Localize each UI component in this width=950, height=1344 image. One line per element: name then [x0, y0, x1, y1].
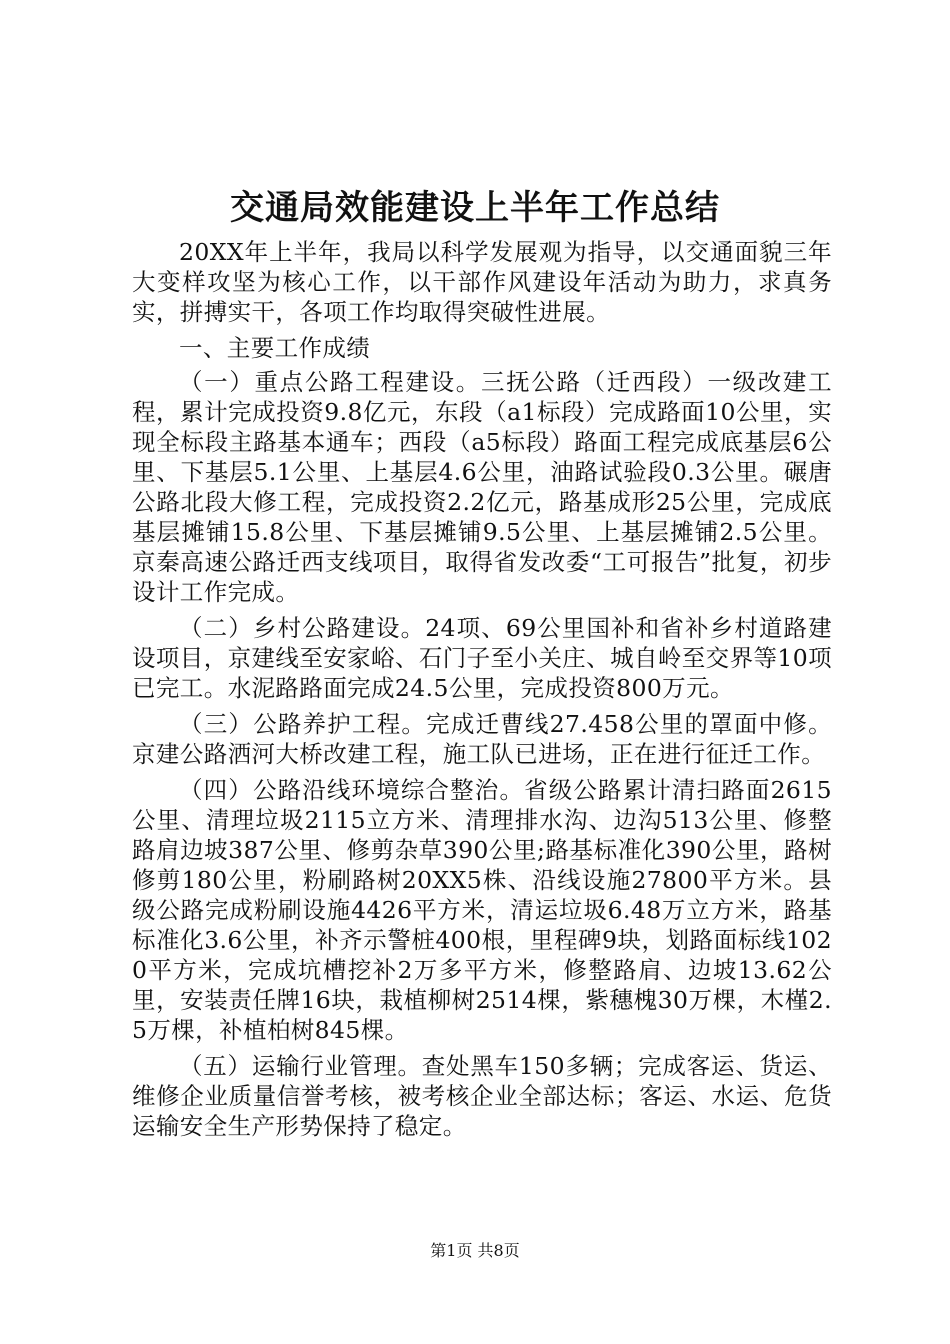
- intro-paragraph: 20XX年上半年，我局以科学发展观为指导，以交通面貌三年大变样攻坚为核心工作，以干部作风建设年活动为助力，求真务实，拼搏实干，各项工作均取得突破性进展。: [132, 238, 832, 326]
- paragraph-key-roads: （一）重点公路工程建设。三抚公路（迁西段）一级改建工程，累计完成投资9.8亿元，东段（a1标段）完成路面10公里，实现全标段主路基本通车；西段（a5标段）路面工程完成底基层6公里、下基层5.1公里、上基层4.6公里，油路试验段0.3公里。碾唐公路北段大修工程，完成投资2.2亿元，路基成形25公里，完成底基层摊铺15.8公里、下基层摊铺9.5公里、上基层摊铺2.5公里。京秦高速公路迁西支线项目，取得省发改委“工可报告”批复，初步设计工作完成。: [132, 368, 832, 606]
- paragraph-transport-management: （五）运输行业管理。查处黑车150多辆；完成客运、货运、维修企业质量信誉考核，被考核企业全部达标；客运、水运、危货运输安全生产形势保持了稳定。: [132, 1052, 832, 1140]
- section-heading: 一、主要工作成绩: [179, 334, 371, 362]
- paragraph-rural-roads: （二）乡村公路建设。24项、69公里国补和省补乡村道路建设项目，京建线至安家峪、石门子至小关庄、城自岭至交界等10项已完工。水泥路路面完成24.5公里，完成投资800万元。: [132, 614, 832, 702]
- document-body: [132, 237, 832, 1147]
- document-title: 交通局效能建设上半年工作总结: [230, 188, 720, 228]
- page-footer: 第1页 共8页: [430, 1241, 520, 1260]
- paragraph-environment: （四）公路沿线环境综合整治。省级公路累计清扫路面2615公里、清理垃圾2115立方米、清理排水沟、边沟513公里、修整路肩边坡387公里、修剪杂草390公里;路基标准化390公里，路树修剪180公里，粉刷路树20XX5株、沿线设施27800平方米。县级公路完成粉刷设施4426平方米，清运垃圾6.48万立方米，路基标准化3.6公里，补齐示警桩400根，里程碑9块，划路面标线1020平方米，完成坑槽挖补2万多平方米，修整路肩、边坡13.62公里，安装责任牌16块，栽植柳树2514棵，紫穗槐30万棵，木槿2.5万棵，补植柏树845棵。: [132, 776, 832, 1044]
- paragraph-road-maintenance: （三）公路养护工程。完成迁曹线27.458公里的罩面中修。京建公路洒河大桥改建工程，施工队已进场，正在进行征迁工作。: [132, 710, 832, 768]
